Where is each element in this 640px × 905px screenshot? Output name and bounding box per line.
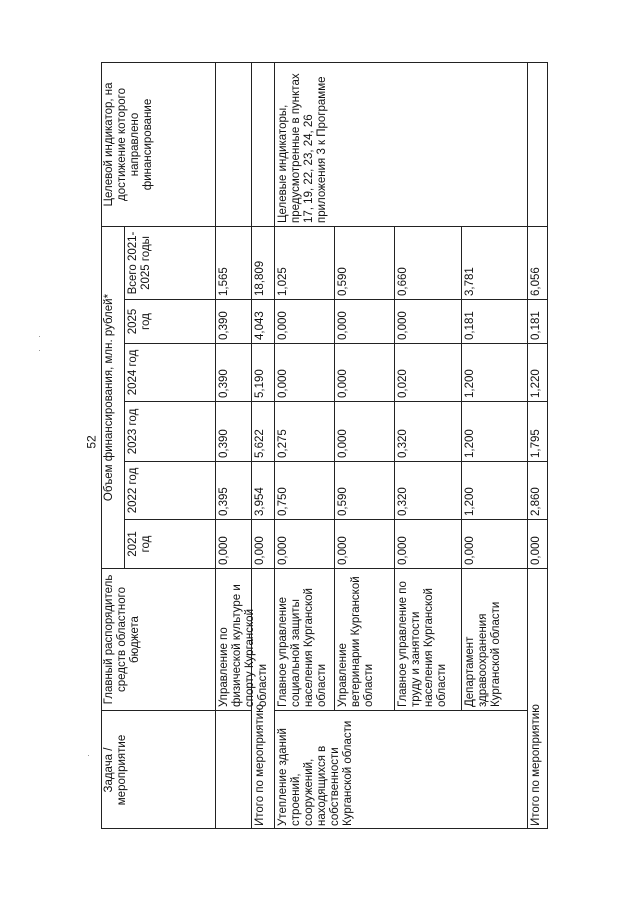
header-distributor — [101, 568, 216, 710]
value-text: 0,390 — [218, 369, 230, 398]
header-task — [101, 710, 216, 829]
row1-v2023 — [252, 401, 275, 461]
value-text: 0,000 — [277, 536, 289, 565]
total-label-text: Итого по мероприятию — [254, 704, 266, 826]
header-year-text: 2025 год — [127, 308, 152, 335]
row3-distributor — [335, 568, 395, 710]
value-text: 0,000 — [277, 369, 289, 398]
total-label-text: Итого по мероприятию — [530, 704, 542, 826]
value-text: 0,000 — [337, 429, 349, 458]
header-distributor-text: Главный распорядитель средств областного бюджета — [103, 574, 141, 705]
row0-v2025 — [216, 299, 252, 343]
distributor-text: Управление по физической культуре и спорту Курганской области — [218, 584, 269, 707]
header-year-2023 — [125, 401, 216, 461]
header-funding-text: Объем финансирования, млн. рублей* — [103, 293, 115, 502]
row3-v2021 — [335, 519, 395, 568]
header-year-2022 — [125, 461, 216, 519]
row4-v2023 — [395, 401, 462, 461]
row4-v2025 — [395, 299, 462, 343]
header-year-2024 — [125, 343, 216, 401]
value-text: 1,795 — [530, 429, 542, 458]
value-text: 5,622 — [254, 429, 266, 458]
row4-v2024 — [395, 343, 462, 401]
value-text: 0,181 — [464, 311, 476, 340]
row0-indicator — [216, 62, 252, 226]
scan-speck — [88, 755, 89, 756]
row1-vtotal — [252, 226, 275, 299]
row3-v2023 — [335, 401, 395, 461]
row4-v2022 — [395, 461, 462, 519]
row6-v2024 — [528, 343, 548, 401]
value-text: 1,200 — [464, 369, 476, 398]
row5-v2025 — [462, 299, 528, 343]
value-text: 0,000 — [254, 536, 266, 565]
header-year-text: 2024 год — [127, 349, 139, 396]
row3-vtotal — [335, 226, 395, 299]
value-text: 0,660 — [397, 267, 409, 296]
row6-indicator — [528, 62, 548, 226]
scan-speck — [39, 336, 40, 337]
header-indicator-text: Целевой индикатор, на достижение которого направлено финансирование — [103, 82, 154, 207]
header-year-text: 2022 год — [127, 467, 139, 514]
row5-vtotal — [462, 226, 528, 299]
value-text: 0,000 — [337, 536, 349, 565]
value-text: 0,000 — [337, 369, 349, 398]
row2-v2021 — [275, 519, 335, 568]
header-year-2021 — [125, 519, 216, 568]
group2-task — [275, 710, 528, 829]
header-year-total — [125, 226, 216, 299]
row1-v2025 — [252, 299, 275, 343]
row5-v2022 — [462, 461, 528, 519]
value-text: 5,190 — [254, 369, 266, 398]
value-text: 0,320 — [397, 487, 409, 516]
value-text: 0,000 — [464, 536, 476, 565]
value-text: 3,954 — [254, 487, 266, 516]
row2-v2024 — [275, 343, 335, 401]
value-text: 0,395 — [218, 487, 230, 516]
value-text: 0,000 — [277, 311, 289, 340]
value-text: 1,200 — [464, 429, 476, 458]
funding-table — [101, 62, 548, 829]
row6-v2022 — [528, 461, 548, 519]
distributor-text: Главное управление по труду и занятости населения Курганской области — [397, 581, 448, 707]
value-text: 0,590 — [337, 487, 349, 516]
value-text: 1,200 — [464, 487, 476, 516]
row3-v2022 — [335, 461, 395, 519]
value-text: 1,220 — [530, 369, 542, 398]
header-year-text: 2023 год — [127, 408, 139, 455]
row3-v2025 — [335, 299, 395, 343]
page-number-text: 52 — [84, 435, 99, 449]
row1-v2022 — [252, 461, 275, 519]
page-number — [84, 430, 100, 454]
row6-v2023 — [528, 401, 548, 461]
value-text: 2,860 — [530, 487, 542, 516]
row6-total-label — [528, 568, 548, 829]
row0-distributor — [216, 568, 269, 710]
value-text: 0,000 — [397, 536, 409, 565]
value-text: 0,181 — [530, 311, 542, 340]
value-text: 0,000 — [397, 311, 409, 340]
row5-v2024 — [462, 343, 528, 401]
value-text: 0,390 — [218, 429, 230, 458]
row0-v2021 — [216, 519, 252, 568]
row0-v2024 — [216, 343, 252, 401]
value-text: 0,275 — [277, 429, 289, 458]
row5-v2023 — [462, 401, 528, 461]
row3-v2024 — [335, 343, 395, 401]
row1-v2021 — [252, 519, 275, 568]
value-text: 18,809 — [254, 260, 266, 296]
row6-v2025 — [528, 299, 548, 343]
header-indicator — [101, 62, 216, 226]
group2-indicator — [275, 62, 528, 226]
distributor-text: Департамент здравоохранения Курганской области — [464, 601, 502, 707]
task-text: Утепление зданий строений, сооружений, находящихся в собственности Курганской области — [277, 720, 354, 826]
value-text: 3,781 — [464, 267, 476, 296]
row2-v2022 — [275, 461, 335, 519]
row2-v2025 — [275, 299, 335, 343]
row6-v2021 — [528, 519, 548, 568]
row0-v2022 — [216, 461, 252, 519]
header-year-text: 2021 год — [127, 531, 152, 557]
row2-distributor — [275, 568, 335, 710]
scan-speck — [39, 350, 40, 351]
header-year-2025 — [125, 299, 216, 343]
indicator-text: Целевые индикаторы, предусмотренные в пунктах 17, 19, 22, 23, 24, 26 приложения 3 к Программе — [277, 73, 328, 223]
row6-vtotal — [528, 226, 548, 299]
row0-vtotal — [216, 226, 252, 299]
row4-vtotal — [395, 226, 462, 299]
value-text: 1,565 — [218, 267, 230, 296]
row4-v2021 — [395, 519, 462, 568]
value-text: 0,590 — [337, 267, 349, 296]
row4-distributor — [395, 568, 462, 710]
row5-distributor — [462, 568, 528, 710]
value-text: 4,043 — [254, 311, 266, 340]
value-text: 0,320 — [397, 429, 409, 458]
row5-v2021 — [462, 519, 528, 568]
row0-task — [216, 710, 252, 829]
value-text: 1,025 — [277, 267, 289, 296]
value-text: 0,390 — [218, 311, 230, 340]
row1-total-label — [252, 568, 275, 829]
value-text: 0,020 — [397, 369, 409, 398]
value-text: 0,000 — [337, 311, 349, 340]
distributor-text: Главное управление социальной защиты населения Курганской области — [277, 588, 328, 707]
value-text: 0,000 — [218, 536, 230, 565]
value-text: 0,750 — [277, 487, 289, 516]
distributor-text: Управление ветеринарии Курганской области — [337, 576, 375, 707]
header-year-text: Всего 2021-2025 годы — [127, 231, 152, 295]
value-text: 6,056 — [530, 267, 542, 296]
row1-v2024 — [252, 343, 275, 401]
header-funding — [101, 226, 125, 568]
row1-indicator — [252, 62, 275, 226]
header-task-text: Задача / мероприятие — [103, 734, 128, 806]
value-text: 0,000 — [530, 536, 542, 565]
row2-vtotal — [275, 226, 335, 299]
row0-v2023 — [216, 401, 252, 461]
row2-v2023 — [275, 401, 335, 461]
